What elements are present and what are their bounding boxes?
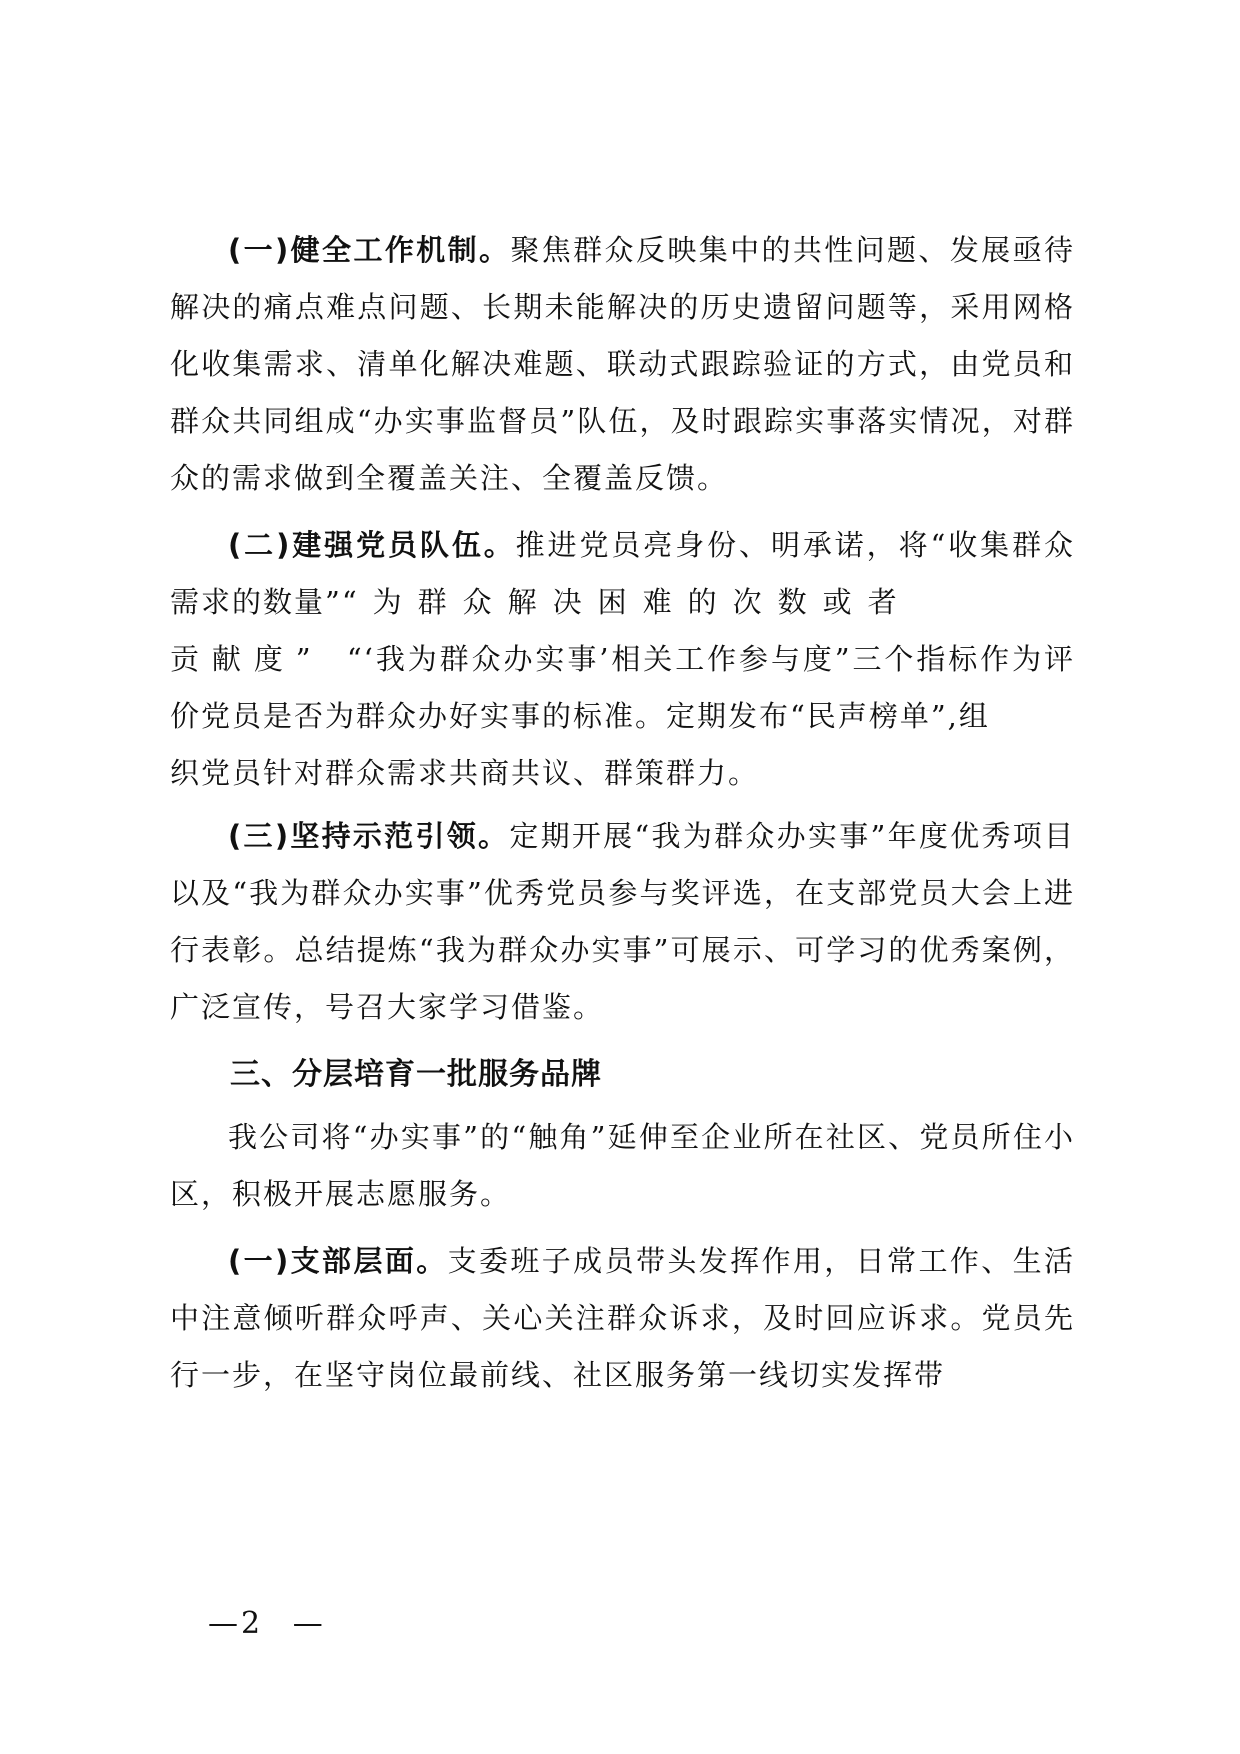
paragraph-team: [170, 517, 1075, 802]
paragraph-text: 贡献度”: [170, 642, 323, 676]
footer-dash-right: —: [292, 1606, 324, 1641]
paragraph-text: “为群众解决困难的次数或者: [341, 585, 913, 619]
paragraph-lead: (三)坚持示范引领。: [228, 819, 510, 853]
paragraph-text: “‘我为群众办实事’相关工作参与度”三个指标作为评 价党员是否为群众办好实事的标准。定期发布“民声榜单”,组: [170, 642, 1076, 733]
document-body: [170, 222, 1075, 1414]
paragraph-text: 聚焦群众反映集中的共性问题、发展亟待解决的痛点难点问题、长期未能解决的历史遗留问题等，采用网格化收集需求、清单化解决难题、联动式跟踪验证的方式，由党员和群众共同组成“办实事监督员”队伍，及时跟踪实事落实情况，对群众的需求做到全覆盖关注、全覆盖反馈。: [170, 233, 1075, 495]
page-number: 2: [241, 1606, 262, 1641]
paragraph-lead: (二)建强党员队伍。: [228, 528, 516, 562]
page-footer: [208, 1606, 324, 1641]
paragraph-branch: [170, 1233, 1075, 1404]
paragraph-lead: (一)支部层面。: [228, 1244, 448, 1278]
paragraph-text: 定期开展“我为群众办实事”年度优秀项目以及“我为群众办实事”优秀党员参与奖评选，在支部党员大会上进行表彰。总结提炼“我为群众办实事”可展示、可学习的优秀案例，广泛宣传，号召大家学习借鉴。: [170, 819, 1075, 1024]
paragraph-text: 织党员针对群众需求共商共议、群策群力。: [170, 756, 760, 790]
paragraph-text: 支委班子成员带头发挥作用，日常工作、生活中注意倾听群众呼声、关心关注群众诉求，及时回应诉求。党员先行一步，在坚守岗位最前线、社区服务第一线切实发挥带: [170, 1244, 1075, 1392]
paragraph-intro: 我公司将“办实事”的“触角”延伸至企业所在社区、党员所住小区，积极开展志愿服务。: [170, 1120, 1075, 1211]
paragraph-text: 推进党员亮身份、明承诺，将“收集群众需求的数量”: [170, 528, 1075, 619]
footer-dash-left: —: [208, 1606, 239, 1641]
paragraph-lead: (一)健全工作机制。: [228, 233, 511, 267]
paragraph-mechanism: [170, 222, 1075, 507]
paragraph-demonstration: [170, 808, 1075, 1036]
section-heading: 三、分层培育一批服务品牌: [230, 1057, 602, 1092]
